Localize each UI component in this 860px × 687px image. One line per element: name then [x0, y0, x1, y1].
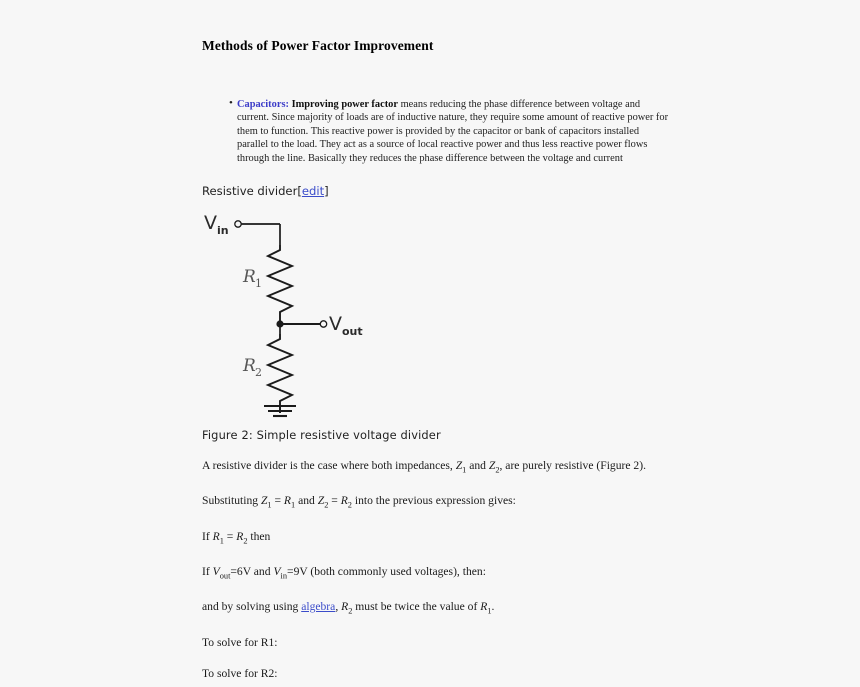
p4-vout-main: V: [212, 564, 220, 578]
vin-terminal-icon: [235, 221, 241, 227]
methods-bullet-list: [202, 98, 672, 165]
p3-r1: [213, 530, 224, 543]
vin-subscript: in: [217, 224, 229, 238]
p3-r2-sub: 2: [243, 535, 248, 545]
circuit-diagram-svg: [202, 206, 402, 424]
r2-subscript: 2: [255, 366, 262, 380]
p3-r2: [236, 530, 247, 543]
p5-text-4: .: [491, 600, 495, 614]
p2-text-2: and: [295, 494, 318, 508]
paragraph-resistive-divider-definition: [202, 442, 672, 477]
p2-z1: [260, 494, 272, 510]
p5-r2-sub: 2: [348, 606, 353, 616]
p2-text-3: into the previous expression gives:: [351, 494, 516, 508]
edit-bracket-close: ]: [324, 184, 329, 199]
p3-text-2: then: [247, 529, 271, 543]
p4-text-1: If: [202, 564, 213, 578]
resistor-r1-symbol: [268, 245, 292, 324]
p1-z2: [488, 459, 500, 475]
p3-text-1: If: [202, 529, 213, 543]
paragraph-algebra-solution: [202, 583, 672, 618]
p4-vout-sub: out: [219, 571, 231, 581]
p1-text-1: A resistive divider is the case where both impedances,: [202, 459, 456, 473]
p5-text-1: and by solving using: [202, 600, 302, 614]
r1-label: R: [243, 267, 256, 288]
r2-label: R: [243, 356, 256, 377]
edit-section-link[interactable]: edit: [301, 184, 325, 199]
p1-z1-sub: 1: [462, 465, 467, 475]
vin-label: V: [204, 212, 217, 235]
section-heading-resistive-divider: [202, 165, 672, 198]
paragraph-if-r1-equals-r2: [202, 513, 672, 548]
list-item: [202, 98, 672, 165]
capacitors-term: Capacitors:: [237, 99, 289, 110]
list-item-body: means reducing the phase difference between voltage and current. Since majority of loads are of inductive nature, they require some amount of reactive power for them to function. This reactive power is provided by the capacitor or bank of capacitors installed parallel to the load. They act as a source of local reactive power and thus less reactive power flows through the line. Basically they reduces the phase difference between the voltage and current: [237, 99, 669, 164]
p2-r1: [283, 494, 296, 510]
lead-bold-text: Improving power factor: [291, 99, 398, 110]
p2-z2: [317, 494, 329, 510]
page-title: Methods of Power Factor Improvement: [202, 38, 434, 53]
p2-r2-sub: 2: [347, 500, 352, 510]
p5-r1: [480, 600, 492, 616]
paragraph-voltage-values: [202, 548, 672, 583]
p2-text-1: Substituting: [202, 494, 261, 508]
section-heading-label: Resistive divider: [202, 184, 298, 199]
p5-r1-sub: 1: [487, 606, 492, 616]
paragraph-substituting: [202, 477, 672, 512]
vout-label: V: [329, 313, 342, 336]
p5-text-3: must be twice the value of: [352, 600, 481, 614]
p1-z1: [455, 459, 467, 475]
p3-r2-main: R: [236, 529, 244, 543]
algebra-link[interactable]: algebra: [301, 600, 336, 614]
p4-vin-main: V: [273, 564, 281, 578]
p5-r1-main: R: [480, 600, 488, 614]
p2-r2: [340, 494, 352, 510]
p5-text-2: ,: [335, 600, 342, 614]
paragraph-solve-r2: To solve for R2:: [202, 666, 278, 680]
p2-eq-2: =: [328, 494, 341, 508]
p4-eq-2: =9V (both commonly used voltages), then:: [287, 564, 486, 578]
p4-vin-sub: in: [280, 571, 288, 581]
article-content: [202, 0, 672, 681]
p2-z2-main: Z: [317, 494, 325, 508]
paragraph-solve-r1: To solve for R1:: [202, 635, 278, 649]
p3-eq: =: [223, 529, 237, 543]
voltage-divider-figure: [202, 206, 402, 424]
p4-vin: [273, 564, 288, 581]
p1-z1-main: Z: [455, 459, 463, 473]
vout-terminal-icon: [320, 321, 326, 327]
r1-subscript: 1: [255, 277, 262, 291]
p4-eq-1: =6V and: [230, 564, 274, 578]
p5-r2-main: R: [341, 600, 349, 614]
p1-text-2: and: [466, 459, 489, 473]
p2-z2-sub: 2: [324, 500, 329, 510]
p3-r1-main: R: [212, 529, 220, 543]
p2-r2-main: R: [340, 494, 348, 508]
vout-subscript: out: [342, 325, 363, 339]
p5-r2: [341, 600, 353, 616]
p2-z1-sub: 1: [267, 500, 272, 510]
bullet-glyph: •: [229, 97, 233, 109]
p2-eq-1: =: [271, 494, 284, 508]
p1-text-3: , are purely resistive (Figure 2).: [499, 459, 646, 473]
p2-z1-main: Z: [260, 494, 268, 508]
p1-z2-main: Z: [488, 459, 496, 473]
p2-r1-main: R: [283, 494, 292, 508]
p2-r1-sub: 1: [291, 500, 296, 510]
figure-caption: Figure 2: Simple resistive voltage divider: [202, 428, 441, 443]
edit-bracket-open: [: [297, 184, 302, 199]
resistor-r2-symbol: [268, 334, 292, 413]
p4-vout: [212, 564, 231, 581]
p1-z2-sub: 2: [495, 465, 500, 475]
p3-r1-sub: 1: [219, 535, 224, 545]
